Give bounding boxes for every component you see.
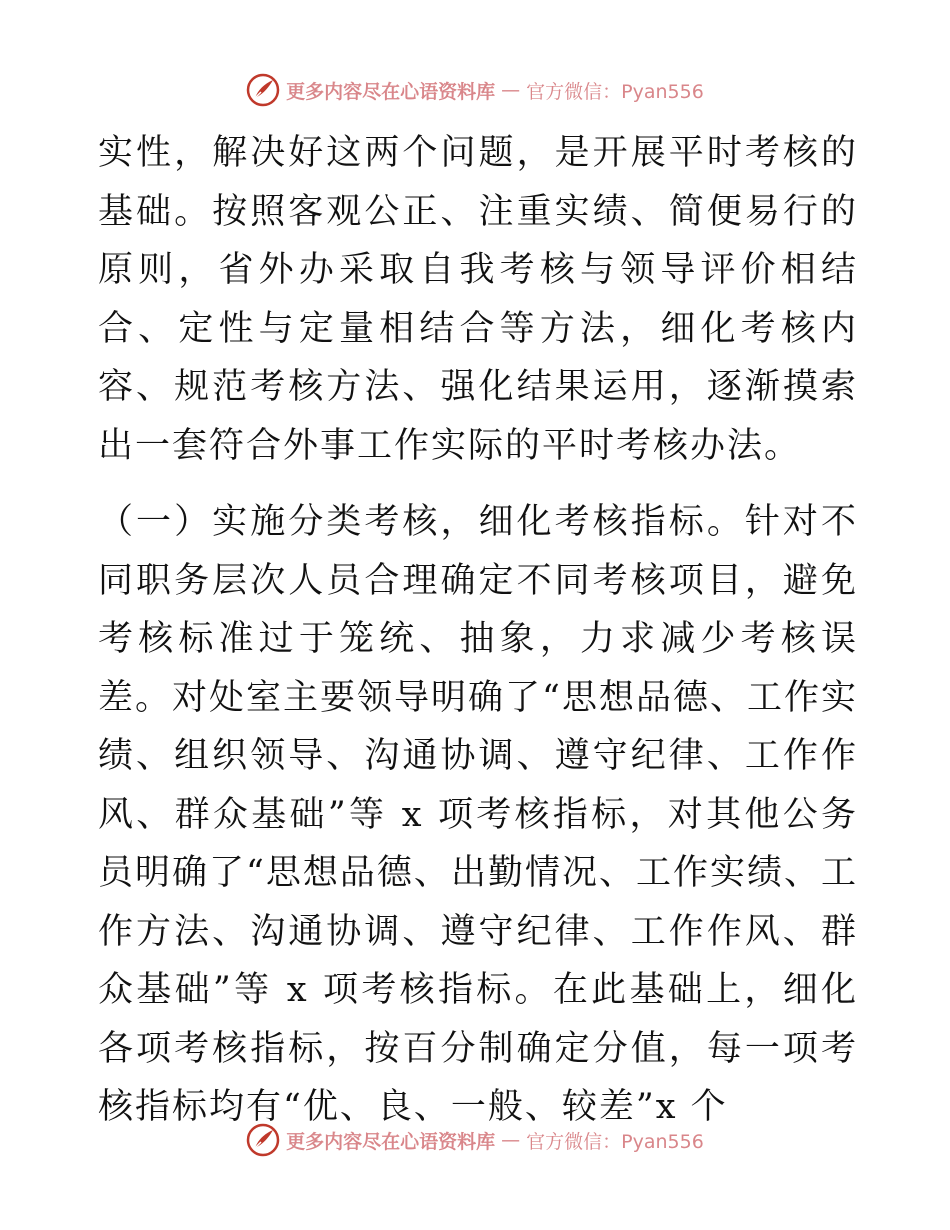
header-separator: — (501, 79, 521, 101)
footer-brand-text: 更多内容尽在心语资料库 (286, 1130, 496, 1153)
footer-official-wechat: 官方微信：Pyan556 (526, 1130, 704, 1153)
document-body (98, 124, 858, 1137)
quill-pen-logo-icon (246, 73, 280, 107)
paragraph-2: （一）实施分类考核，细化考核指标。针对不同职务层次人员合理确定不同考核项目，避免考核标准过于笼统、抽象，力求减少考核误差。对处室主要领导明确了“思想品德、工作实绩、组织领导、沟通协调、遵守纪律、工作作风、群众基础”等 x 项考核指标，对其他公务员明确了“思想品德、出勤情况、工作实绩、工作方法、沟通协调、遵守纪律、工作作风、群众基础”等 x 项考核指标。在此基础上，细化各项考核指标，按百分制确定分值，每一项考核指标均有“优、良、一般、较差”x 个 (98, 502, 858, 1127)
quill-pen-logo-icon (246, 1123, 280, 1157)
footer-banner (0, 1120, 950, 1160)
header-official-wechat: 官方微信：Pyan556 (526, 80, 704, 103)
paragraph-1: 实性，解决好这两个问题，是开展平时考核的基础。按照客观公正、注重实绩、简便易行的原则，省外办采取自我考核与领导评价相结合、定性与定量相结合等方法，细化考核内容、规范考核方法、强化结果运用，逐渐摸索出一套符合外事工作实际的平时考核办法。 (98, 133, 858, 466)
header-banner (0, 70, 950, 110)
footer-separator: — (501, 1129, 521, 1151)
header-brand-text: 更多内容尽在心语资料库 (286, 80, 496, 103)
